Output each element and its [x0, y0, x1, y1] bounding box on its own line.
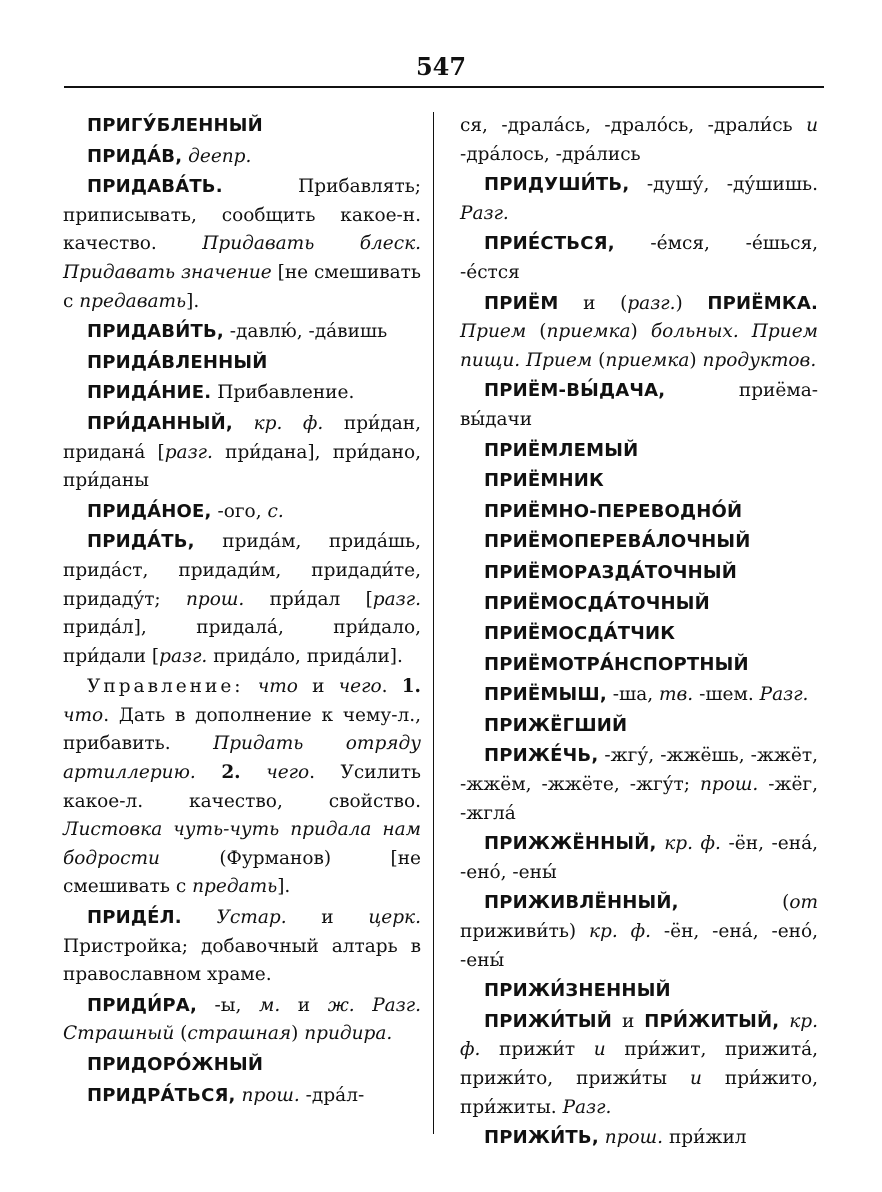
entry-headword: ПРИЁМЛЕМЫЙ — [484, 439, 639, 461]
entry-text: и — [612, 1010, 645, 1032]
page-number: 547 — [415, 52, 467, 81]
dictionary-entry — [63, 349, 421, 378]
italic-text: прош. — [604, 1127, 664, 1149]
italic-text: разг. — [627, 292, 676, 314]
italic-text: м. — [259, 994, 281, 1016]
dictionary-entry — [63, 904, 421, 990]
dictionary-entry — [63, 173, 421, 316]
italic-text: больных. Прием пищи. Прием — [460, 321, 818, 371]
dictionary-entry — [460, 712, 818, 741]
dictionary-entry — [460, 498, 818, 527]
entry-headword: ПРИЖИ́ТЫЙ — [484, 1010, 613, 1032]
italic-text: церк. — [368, 907, 421, 929]
dictionary-entry — [63, 1082, 421, 1111]
italic-text: страшная — [187, 1023, 292, 1045]
dictionary-entry — [460, 230, 818, 287]
entry-text: при́дал [ — [244, 588, 373, 610]
left-column — [63, 112, 421, 1112]
italic-text: приемка — [605, 349, 690, 371]
dictionary-entry — [63, 498, 421, 527]
entry-text: . Усилить какое-л. качество, свойство. — [63, 762, 422, 812]
entry-text: при́жил — [663, 1127, 747, 1149]
entry-text: прида́ло, прида́ли]. — [207, 645, 403, 667]
dictionary-entry — [63, 410, 421, 496]
entry-headword: ПРИДИ́РА, — [87, 994, 197, 1016]
entry-text: -давлю́, -да́вишь — [223, 321, 388, 343]
entry-headword: ПРИЁМОПЕРЕВА́ЛОЧНЫЙ — [484, 531, 751, 553]
italic-text: Листовка чуть-чуть придала нам бодрости — [63, 819, 421, 869]
dictionary-entry — [63, 318, 421, 347]
entry-text: прижи́т — [480, 1039, 594, 1061]
dictionary-entry — [460, 528, 818, 557]
italic-text: продуктов. — [702, 349, 817, 371]
entry-text: -ы, — [196, 994, 259, 1016]
italic-text: что — [63, 704, 104, 726]
dictionary-entry — [460, 467, 818, 496]
entry-headword: ПРИЖЕ́ЧЬ, — [484, 745, 599, 767]
entry-headword: ПРИЖИВЛЁННЫЙ, — [484, 892, 679, 914]
italic-text: кр. ф. — [253, 412, 324, 434]
header-rule — [64, 86, 824, 88]
italic-text: прош. — [699, 774, 759, 796]
column-divider — [433, 112, 434, 1134]
entry-headword: ПРИЖЖЁННЫЙ, — [484, 833, 657, 855]
italic-text: с. — [267, 500, 284, 522]
entry-text: приёма-вы́дачи — [460, 380, 818, 430]
italic-text: тв. — [658, 684, 694, 706]
italic-text: прош. — [241, 1084, 300, 1106]
entry-headword: ПРИДАВИ́ТЬ, — [87, 321, 224, 343]
entry-text: -ён, -ена́, -ено́, -ены́ — [460, 833, 818, 883]
entry-text: ]. — [277, 876, 291, 898]
dictionary-entry — [460, 742, 818, 828]
entry-text — [196, 762, 222, 783]
dictionary-entry — [460, 1124, 818, 1153]
entry-text — [244, 676, 258, 697]
italic-text: предать — [192, 876, 278, 898]
italic-text: придира. — [304, 1023, 393, 1045]
entry-text: -е́мся, -е́шься, -е́стся — [460, 233, 818, 283]
entry-headword: ПРИГУ́БЛЕННЫЙ — [87, 115, 263, 136]
entry-text: ) — [630, 321, 651, 343]
entry-text: ( — [592, 349, 606, 371]
entry-text: Прибавлять; приписывать, сообщить какое-н. качество. — [63, 176, 421, 255]
entry-text: ся, -драла́сь, -драло́сь, -драли́сь — [460, 115, 807, 136]
italic-text: предавать — [79, 290, 187, 312]
entry-text: ) — [689, 349, 703, 371]
entry-headword: ПРИЁМНО-ПЕРЕВОДНО́Й — [484, 500, 743, 522]
italic-text: ж. Разг. Страшный — [63, 994, 422, 1045]
sense-number: 2. — [221, 762, 241, 784]
entry-text: -ша, — [606, 684, 659, 706]
dictionary-entry — [63, 143, 421, 172]
dictionary-entry — [63, 1051, 421, 1080]
entry-text: (Фурманов) [не смешивать с — [63, 847, 421, 898]
entry-text: . — [381, 676, 402, 698]
dictionary-entry — [460, 290, 818, 376]
italic-text: чего — [266, 762, 310, 784]
entry-headword: ПРИЁМОСДА́ТЧИК — [484, 623, 676, 645]
italic-text: чего — [338, 676, 382, 698]
dictionary-entry — [460, 377, 818, 434]
dictionary-entry — [460, 171, 818, 228]
entry-text — [241, 762, 267, 783]
right-column — [460, 112, 818, 1155]
entry-text: при́жит, прижита́, прижи́то, прижи́ты — [460, 1039, 818, 1089]
italic-text: что — [257, 676, 298, 698]
entry-headword: ПРИЁМЫШ, — [484, 684, 607, 706]
entry-text: и — [297, 676, 339, 698]
entry-headword: ПРИЁМОСДА́ТОЧНЫЙ — [484, 592, 710, 614]
dictionary-entry — [460, 830, 818, 887]
italic-text: приемка — [546, 321, 631, 343]
entry-text: -душу́, -ду́шишь. — [629, 174, 818, 196]
dictionary-entry — [63, 528, 421, 671]
italic-text: кр. ф. — [664, 833, 721, 855]
dictionary-entry — [63, 112, 421, 141]
entry-text: и ( — [558, 292, 628, 314]
italic-text: деепр. — [188, 145, 252, 167]
entry-headword: ПРИ́ДАННЫЙ, — [87, 412, 233, 434]
italic-text: Устар. — [216, 907, 287, 929]
entry-headword: ПРИДА́ВЛЕННЫЙ — [87, 351, 268, 373]
entry-text: -дра́л- — [299, 1084, 365, 1106]
entry-headword: ПРИ́ЖИТЫЙ, — [644, 1010, 780, 1032]
entry-text — [233, 413, 254, 434]
italic-text: кр. ф. — [460, 1010, 818, 1061]
italic-text: разг. — [159, 645, 208, 667]
dictionary-entry — [460, 437, 818, 466]
entry-headword: ПРИЁМНИК — [484, 470, 604, 492]
entry-text: -шем. — [693, 684, 760, 706]
italic-text: разг. — [164, 441, 213, 463]
italic-text: Разг. — [562, 1096, 612, 1118]
entry-text: ( — [174, 1023, 188, 1045]
entry-text: приживи́ть) — [460, 921, 589, 943]
entry-text: и — [286, 907, 369, 929]
entry-text: и — [280, 994, 328, 1016]
entry-headword: ПРИДРА́ТЬСЯ, — [87, 1084, 236, 1106]
entry-text: ( — [526, 321, 547, 343]
entry-text: -жгу́, -жжёшь, -жжёт, -жжём, -жжёте, -жгу́т; — [460, 745, 818, 796]
entry-headword: ПРИДЕ́Л. — [87, 907, 182, 929]
entry-text: -жёг, -жгла́ — [460, 774, 818, 824]
spaced-text: Управление: — [87, 676, 244, 698]
entry-headword: ПРИЕ́СТЬСЯ, — [484, 233, 615, 255]
entry-headword: ПРИЁМОТРА́НСПОРТНЫЙ — [484, 653, 749, 675]
entry-headword: ПРИЁМОРАЗДА́ТОЧНЫЙ — [484, 561, 738, 583]
dictionary-entry — [460, 1008, 818, 1122]
entry-text: прида́л], придала́, при́дало, при́дали [ — [63, 617, 421, 667]
dictionary-entry — [63, 379, 421, 408]
entry-text — [779, 1011, 789, 1032]
dictionary-entry — [460, 112, 818, 169]
dictionary-entry — [460, 651, 818, 680]
entry-text: при́дана], при́дано, при́даны — [63, 441, 421, 492]
entry-headword: ПРИЖЁГШИЙ — [484, 714, 628, 736]
entry-headword: ПРИДА́НОЕ, — [87, 500, 212, 522]
entry-headword: ПРИЖИ́ТЬ, — [484, 1127, 599, 1149]
entry-text: при́дан, придана́ [ — [63, 412, 421, 463]
entry-text: прида́м, прида́шь, прида́ст, придади́м, придади́те, придаду́т; — [63, 531, 421, 610]
entry-headword: ПРИДАВА́ТЬ. — [87, 176, 223, 198]
entry-text: при́жито, при́житы. — [460, 1068, 818, 1118]
entry-text: ]. — [186, 290, 200, 312]
italic-text: и — [593, 1039, 606, 1061]
italic-text: и — [689, 1068, 702, 1089]
entry-text: . Дать в дополнение к чему-л., прибавить. — [63, 704, 421, 755]
entry-text: -дра́лось, -дра́лись — [460, 143, 641, 165]
entry-headword: ПРИДУШИ́ТЬ, — [484, 174, 630, 196]
entry-text — [182, 907, 217, 928]
dictionary-entry — [460, 620, 818, 649]
entry-text: Прибавление. — [211, 382, 355, 404]
entry-headword: ПРИДА́ТЬ, — [87, 531, 195, 553]
entry-headword: ПРИЁМ-ВЫ́ДАЧА, — [484, 380, 666, 402]
entry-text: ) — [675, 292, 708, 314]
entry-headword: ПРИДА́НИЕ. — [87, 382, 212, 404]
entry-headword: ПРИЖИ́ЗНЕННЫЙ — [484, 980, 671, 1002]
dictionary-entry — [63, 673, 421, 902]
italic-text: разг. — [372, 588, 421, 610]
entry-headword: ПРИЁМКА. — [707, 292, 818, 314]
italic-text: Разг. — [759, 684, 809, 706]
italic-text: Придать отряду артиллерию. — [63, 733, 422, 784]
italic-text: прош. — [185, 588, 245, 610]
italic-text: Придавать блеск. Придавать значение — [63, 233, 421, 283]
dictionary-entry — [63, 992, 421, 1049]
dictionary-entry — [460, 977, 818, 1006]
entry-text: ) — [291, 1023, 305, 1045]
entry-headword: ПРИДА́В, — [87, 145, 183, 167]
sense-number: 1. — [401, 676, 422, 698]
dictionary-entry — [460, 590, 818, 619]
italic-text: от — [789, 892, 818, 914]
entry-headword: ПРИДОРО́ЖНЫЙ — [87, 1054, 264, 1075]
italic-text: Прием — [460, 321, 527, 343]
italic-text: Разг. — [460, 202, 509, 224]
entry-text: -ён, -ена́, -ено́, -ены́ — [460, 921, 818, 971]
dictionary-entry — [460, 559, 818, 588]
entry-text: ( — [678, 892, 790, 914]
italic-text: и — [806, 115, 818, 136]
italic-text: кр. ф. — [589, 921, 651, 943]
dictionary-entry — [460, 681, 818, 710]
entry-text: Пристройка; добавочный алтарь в православном храме. — [63, 935, 421, 986]
dictionary-entry — [460, 889, 818, 975]
entry-text: -ого, — [211, 500, 268, 522]
entry-headword: ПРИЁМ — [484, 292, 559, 314]
entry-text: [не смешивать с — [63, 261, 421, 312]
